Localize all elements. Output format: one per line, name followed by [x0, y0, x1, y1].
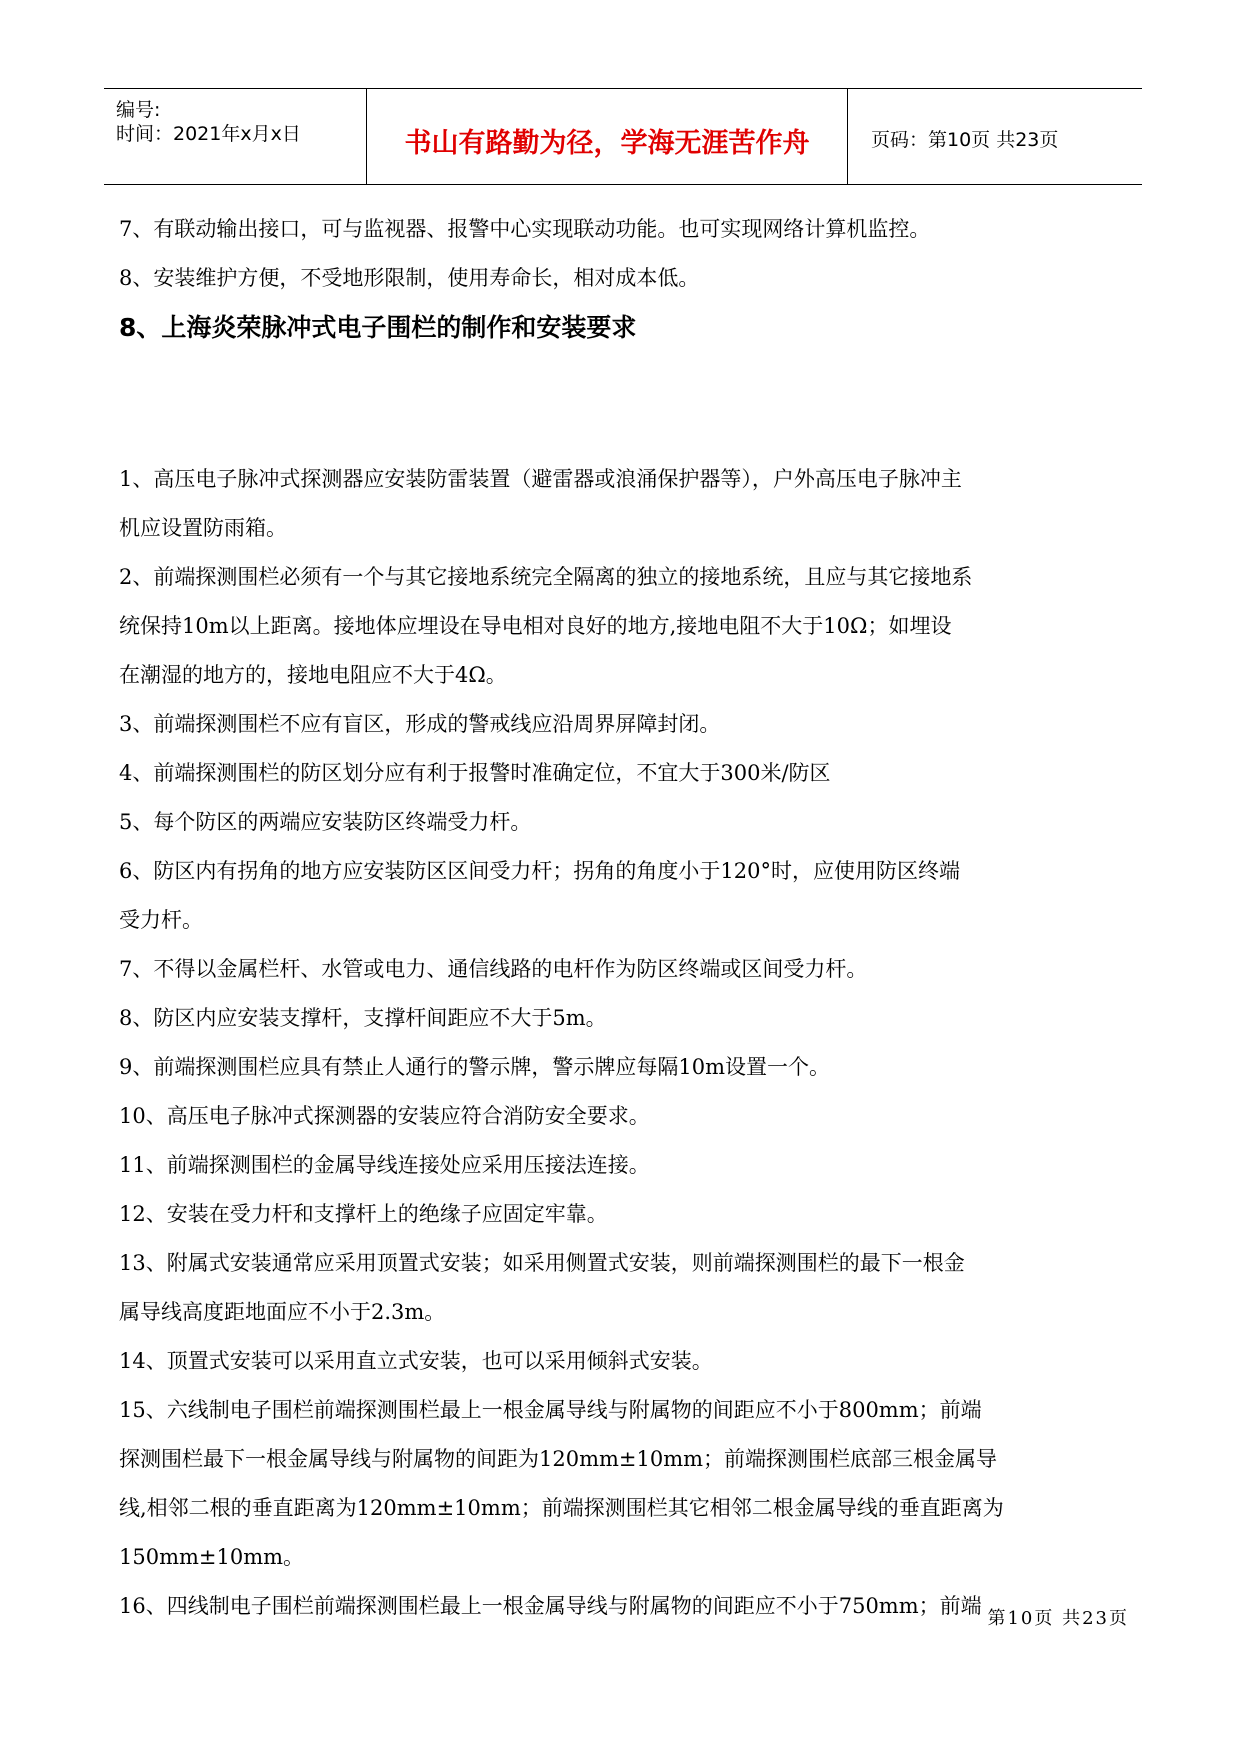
requirement-item: 6、防区内有拐角的地方应安装防区区间受力杆；拐角的角度小于120°时，应使用防区终端 — [119, 859, 960, 883]
requirement-item: 7、不得以金属栏杆、水管或电力、通信线路的电杆作为防区终端或区间受力杆。 — [119, 957, 868, 981]
requirement-item: 15、六线制电子围栏前端探测围栏最上一根金属导线与附属物的间距应不小于800mm；前端 — [119, 1398, 982, 1422]
requirement-item-continuation: 线,相邻二根的垂直距离为120mm±10mm；前端探测围栏其它相邻二根金属导线的垂直距离为 — [119, 1496, 1004, 1520]
requirement-item: 8、防区内应安装支撑杆，支撑杆间距应不大于5m。 — [119, 1006, 607, 1030]
requirement-item: 11、前端探测围栏的金属导线连接处应采用压接法连接。 — [119, 1153, 650, 1177]
page-footer: 第10页 共23页 — [987, 1608, 1129, 1629]
requirement-item: 1、高压电子脉冲式探测器应安装防雷装置（避雷器或浪涌保护器等），户外高压电子脉冲主 — [119, 467, 962, 491]
requirement-item: 9、前端探测围栏应具有禁止人通行的警示牌，警示牌应每隔10m设置一个。 — [119, 1055, 830, 1079]
header-motto-cell — [367, 89, 848, 184]
requirement-item: 2、前端探测围栏必须有一个与其它接地系统完全隔离的独立的接地系统，且应与其它接地系 — [119, 565, 973, 589]
document-header — [104, 88, 1142, 185]
requirement-item-continuation: 在潮湿的地方的，接地电阻应不大于4Ω。 — [119, 663, 507, 687]
requirement-item-continuation: 属导线高度距地面应不小于2.3m。 — [119, 1300, 446, 1324]
requirement-item-continuation: 150mm±10mm。 — [119, 1545, 305, 1569]
section-title: 8、上海炎荣脉冲式电子围栏的制作和安装要求 — [119, 313, 637, 342]
requirement-item: 3、前端探测围栏不应有盲区，形成的警戒线应沿周界屏障封闭。 — [119, 712, 721, 736]
requirement-item-continuation: 统保持10m以上距离。接地体应埋设在导电相对良好的地方,接地电阻不大于10Ω；如埋设 — [119, 614, 952, 638]
requirement-item-continuation: 机应设置防雨箱。 — [119, 516, 287, 540]
header-left-cell — [104, 89, 367, 184]
requirement-item: 16、四线制电子围栏前端探测围栏最上一根金属导线与附属物的间距应不小于750mm；前端 — [119, 1594, 982, 1618]
header-page-cell — [849, 89, 1142, 184]
intro-item: 7、有联动输出接口，可与监视器、报警中心实现联动功能。也可实现网络计算机监控。 — [119, 217, 931, 241]
requirement-item: 10、高压电子脉冲式探测器的安装应符合消防安全要求。 — [119, 1104, 650, 1128]
requirement-item-continuation: 受力杆。 — [119, 908, 203, 932]
document-number-label: 编号: — [116, 99, 161, 121]
requirement-item: 13、附属式安装通常应采用顶置式安装；如采用侧置式安装，则前端探测围栏的最下一根金 — [119, 1251, 965, 1275]
intro-item: 8、安装维护方便，不受地形限制，使用寿命长，相对成本低。 — [119, 266, 700, 290]
requirement-item-continuation: 探测围栏最下一根金属导线与附属物的间距为120mm±10mm；前端探测围栏底部三根金属导 — [119, 1447, 998, 1471]
requirement-item: 12、安装在受力杆和支撑杆上的绝缘子应固定牢靠。 — [119, 1202, 608, 1226]
header-motto: 书山有路勤为径，学海无涯苦作舟 — [404, 128, 810, 159]
requirement-item: 14、顶置式安装可以采用直立式安装，也可以采用倾斜式安装。 — [119, 1349, 713, 1373]
header-page-info: 页码：第10页 共23页 — [871, 129, 1059, 151]
requirement-item: 5、每个防区的两端应安装防区终端受力杆。 — [119, 810, 532, 834]
document-time-label: 时间：2021年x月x日 — [116, 123, 301, 145]
requirement-item: 4、前端探测围栏的防区划分应有利于报警时准确定位，不宜大于300米/防区 — [119, 761, 831, 785]
